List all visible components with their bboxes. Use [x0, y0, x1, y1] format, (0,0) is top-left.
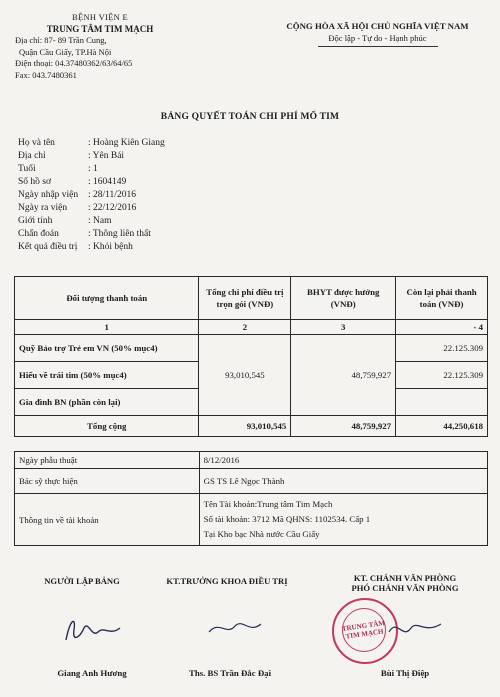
col-number: 2: [199, 320, 291, 335]
remaining-amount: 22.125.309: [396, 362, 488, 389]
surgery-date-row: [15, 452, 488, 469]
payer-name: Gia đình BN (phần còn lại): [15, 389, 199, 416]
remaining-amount: [396, 389, 488, 416]
account-label: Thông tin về tài khoản: [15, 494, 200, 546]
national-header: [265, 20, 490, 47]
doctor-value: GS TS Lê Ngọc Thành: [199, 469, 487, 494]
account-name: Tên Tài khoản:Trung tâm Tim Mạch: [203, 499, 333, 509]
table-row: [15, 335, 488, 362]
payer-name: Quỹ Bảo trợ Trẻ em VN (50% mục4): [15, 335, 199, 362]
info-row: [18, 150, 165, 163]
info-value: : Nam: [88, 216, 112, 226]
info-label: Họ và tên: [18, 138, 55, 148]
account-info: [199, 494, 487, 546]
info-row: [18, 202, 165, 215]
column-number-row: [15, 320, 488, 335]
remaining-amount: 22.125.309: [396, 335, 488, 362]
info-value: : 1604149: [88, 177, 127, 187]
total-label: Tổng cộng: [15, 416, 199, 437]
hospital-header: [15, 12, 215, 81]
col-header-payer: Đối tượng thanh toán: [15, 277, 199, 320]
account-row: [15, 494, 488, 546]
info-label: Địa chỉ: [18, 151, 46, 161]
signer1-role: NGƯỜI LẬP BẢNG: [44, 576, 120, 586]
address-line2: Quận Cầu Giấy, TP.Hà Nội: [19, 46, 112, 57]
info-row: [18, 241, 165, 254]
info-label: Số hồ sơ: [18, 177, 52, 187]
signer1-name: Giang Anh Hương: [57, 668, 127, 678]
info-value: : Khỏi bệnh: [88, 242, 133, 252]
phone-text: Điện thoại: 04.37480362/63/64/65: [15, 58, 133, 68]
info-label: Ngày ra viện: [18, 203, 68, 213]
col-number: 1: [15, 320, 199, 335]
total-bhyt: 48,759,927: [291, 416, 396, 437]
info-row: [18, 215, 165, 228]
motto-underline: [318, 46, 438, 47]
payer-name: Hiểu về trái tim (50% mục4): [15, 362, 199, 389]
info-value: : 28/11/2016: [88, 190, 136, 200]
nation-title: CỘNG HÒA XÃ HỘI CHỦ NGHĨA VIỆT NAM: [286, 21, 469, 31]
info-row: [18, 228, 165, 241]
fax-text: Fax: 043.7480361: [15, 69, 77, 80]
info-label: Giới tính: [18, 216, 53, 226]
total-cost: 93,010,545: [199, 416, 291, 437]
doctor-label: Bác sỹ thực hiện: [15, 469, 200, 494]
info-value: : 1: [88, 164, 98, 174]
info-value: : Yên Bái: [88, 151, 125, 161]
signer3-role-line2: PHÓ CHÁNH VĂN PHÒNG: [351, 583, 459, 593]
info-row: [18, 176, 165, 189]
info-label: Ngày nhập viện: [18, 190, 79, 200]
info-label: Tuổi: [18, 164, 36, 174]
account-number: Số tài khoản: 3712 Mã QHNS: 1102534. Cấp 1: [203, 514, 371, 524]
info-row: [18, 163, 165, 176]
signer3-role-line1: KT. CHÁNH VĂN PHÒNG: [353, 573, 457, 583]
total-remaining: 44,250,618: [396, 416, 488, 437]
info-row: [18, 137, 165, 150]
signature-2: [205, 612, 265, 642]
col-header-bhyt: BHYT được hưởng (VNĐ): [291, 277, 396, 320]
col-header-total-cost: Tổng chi phí điều trị trọn gói (VNĐ): [199, 277, 291, 320]
total-row: [15, 416, 488, 437]
info-label: Kết quả điều trị: [18, 242, 78, 252]
signature-1: [58, 610, 128, 650]
center-name: TRUNG TÂM TIM MẠCH: [46, 23, 154, 34]
signer2-role: KT.TRƯỞNG KHOA ĐIỀU TRỊ: [166, 576, 288, 586]
doctor-row: [15, 469, 488, 494]
info-row: [18, 189, 165, 202]
info-value: : Thông liên thất: [88, 229, 151, 239]
motto: Độc lập - Tự do - Hạnh phúc: [328, 33, 427, 43]
extra-info-table: [14, 451, 488, 546]
surgery-date-value: 8/12/2016: [199, 452, 487, 469]
surgery-date-label: Ngày phẫu thuật: [15, 452, 200, 469]
info-label: Chẩn đoán: [18, 229, 59, 239]
col-number: 3: [291, 320, 396, 335]
address-line1: Địa chỉ: 87- 89 Trần Cung,: [15, 35, 107, 45]
document-title: BẢNG QUYẾT TOÁN CHI PHÍ MỔ TIM: [160, 112, 340, 122]
table-header-row: [15, 277, 488, 320]
col-header-remaining: Còn lại phải thanh toán (VNĐ): [396, 277, 488, 320]
signature-3: [385, 614, 445, 644]
stamp-text: TRUNG TÂM TIM MẠCH: [341, 619, 386, 641]
signer3-role: [320, 573, 490, 593]
col-number: - 4: [396, 320, 488, 335]
hospital-name: BỆNH VIỆN E: [71, 12, 129, 22]
signer3-name: Bùi Thị Điệp: [380, 668, 430, 678]
merged-bhyt: 48,759,927: [291, 335, 396, 416]
info-value: : 22/12/2016: [88, 203, 137, 213]
account-bank: Tại Kho bạc Nhà nước Cầu Giấy: [203, 529, 320, 539]
info-value: : Hoàng Kiên Giang: [88, 138, 165, 148]
cost-table: [14, 276, 488, 437]
patient-info: [18, 137, 165, 254]
signer2-name: Ths. BS Trần Đắc Đại: [188, 668, 272, 678]
merged-total-cost: 93,010,545: [199, 335, 291, 416]
